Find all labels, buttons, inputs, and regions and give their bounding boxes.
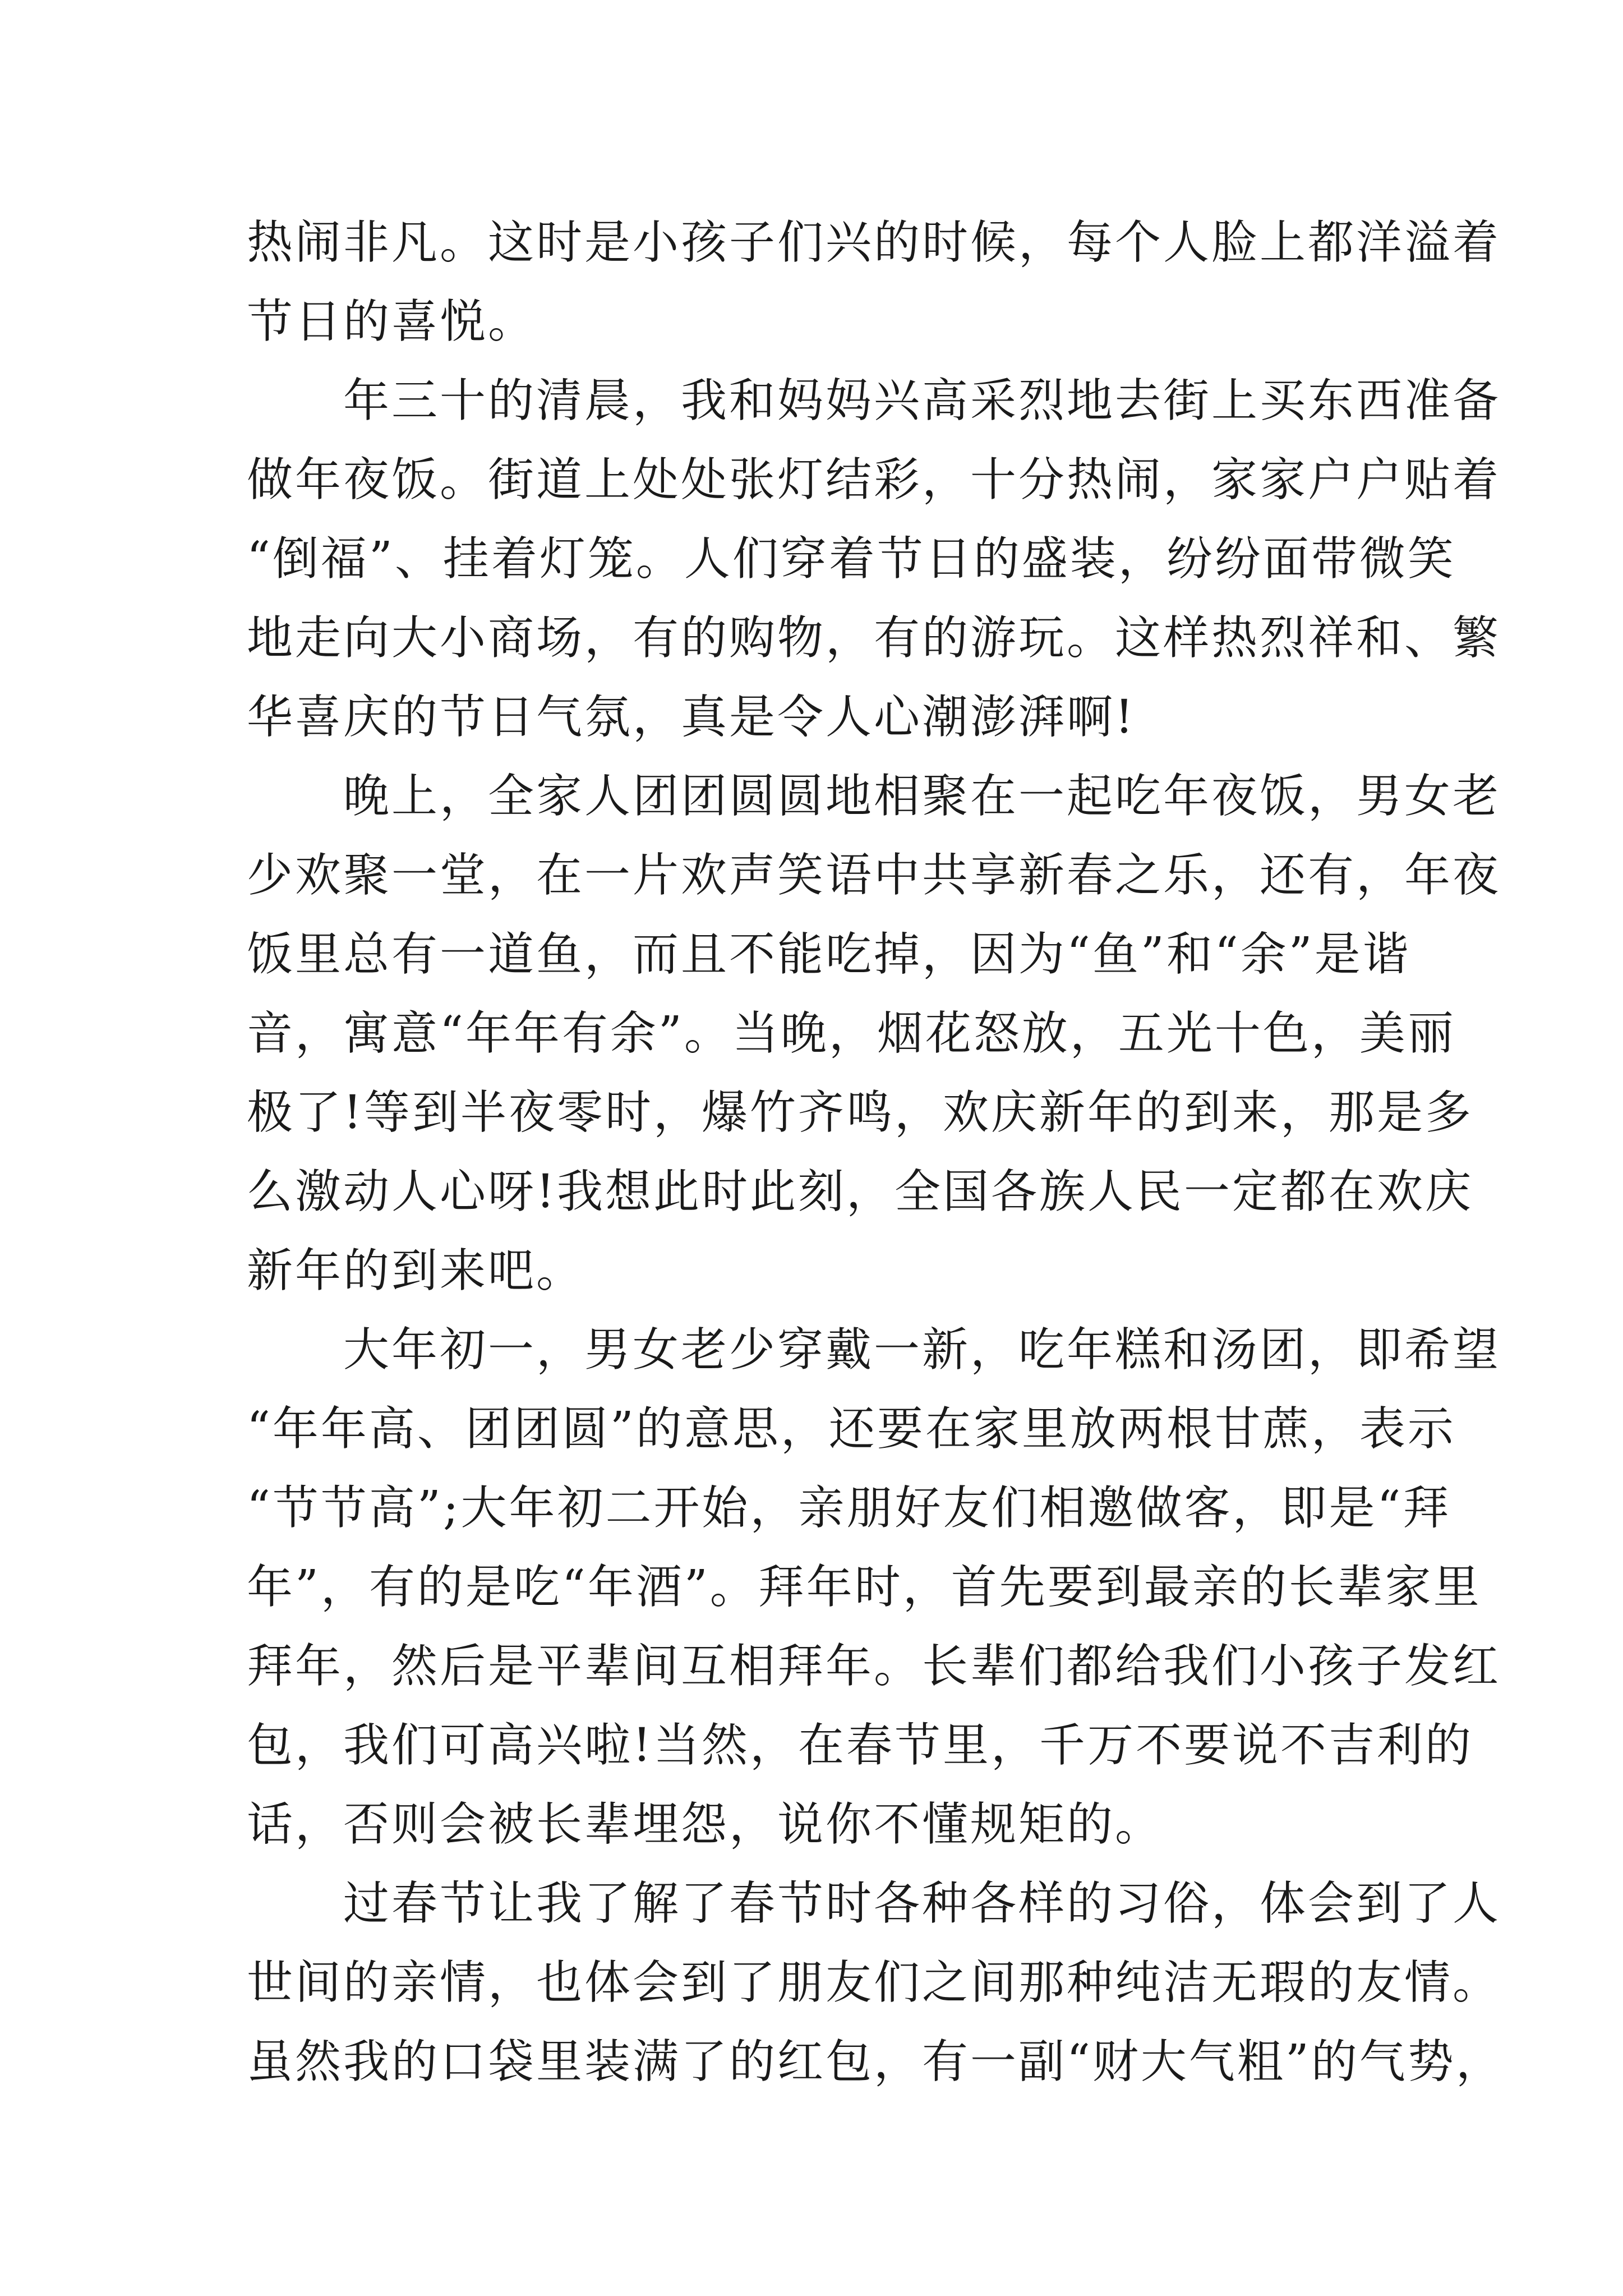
text-line: 大年初一，男女老少穿戴一新，吃年糕和汤团，即希望: [247, 1323, 1501, 1377]
text-line: “节节高”;大年初二开始，亲朋好友们相邀做客，即是“拜: [247, 1481, 1451, 1535]
text-line: “年年高、团团圆”的意思，还要在家里放两根甘蔗，表示: [247, 1402, 1456, 1456]
text-line: 年”，有的是吃“年酒”。拜年时，首先要到最亲的长辈家里: [247, 1561, 1482, 1614]
text-line: 极了!等到半夜零时，爆竹齐鸣，欢庆新年的到来，那是多: [247, 1086, 1473, 1139]
text-line: 饭里总有一道鱼，而且不能吃掉，因为“鱼”和“余”是谐: [247, 928, 1411, 981]
text-line: 华喜庆的节日气氛，真是令人心潮澎湃啊!: [247, 691, 1136, 744]
text-line: “倒福”、挂着灯笼。人们穿着节日的盛装，纷纷面带微笑: [247, 532, 1456, 586]
body-text: [247, 203, 1504, 2101]
text-line: 包，我们可高兴啦!当然，在春节里，千万不要说不吉利的: [247, 1719, 1473, 1772]
text-line: 晚上，全家人团团圆圆地相聚在一起吃年夜饭，男女老: [247, 770, 1501, 823]
text-line: 世间的亲情，也体会到了朋友们之间那种纯洁无瑕的友情。: [247, 1956, 1501, 2009]
text-line: 年三十的清晨，我和妈妈兴高采烈地去街上买东西准备: [247, 374, 1501, 427]
text-line: 虽然我的口袋里装满了的红包，有一副“财大气粗”的气势，: [247, 2035, 1504, 2088]
text-line: 少欢聚一堂，在一片欢声笑语中共享新春之乐，还有，年夜: [247, 849, 1501, 902]
text-line: 节日的喜悦。: [247, 295, 537, 348]
text-line: 做年夜饭。街道上处处张灯结彩，十分热闹，家家户户贴着: [247, 453, 1501, 507]
text-line: 过春节让我了解了春节时各种各样的习俗，体会到了人: [247, 1877, 1501, 1930]
text-line: 拜年，然后是平辈间互相拜年。长辈们都给我们小孩子发红: [247, 1640, 1501, 1693]
text-line: 话，否则会被长辈埋怨，说你不懂规矩的。: [247, 1798, 1164, 1851]
text-line: 么激动人心呀!我想此时此刻，全国各族人民一定都在欢庆: [247, 1165, 1473, 1218]
text-line: 热闹非凡。这时是小孩子们兴的时候，每个人脸上都洋溢着: [247, 216, 1501, 269]
text-line: 音，寓意“年年有余”。当晚，烟花怒放，五光十色，美丽: [247, 1007, 1456, 1060]
text-line: 新年的到来吧。: [247, 1244, 585, 1297]
text-line: 地走向大小商场，有的购物，有的游玩。这样热烈祥和、繁: [247, 611, 1501, 665]
